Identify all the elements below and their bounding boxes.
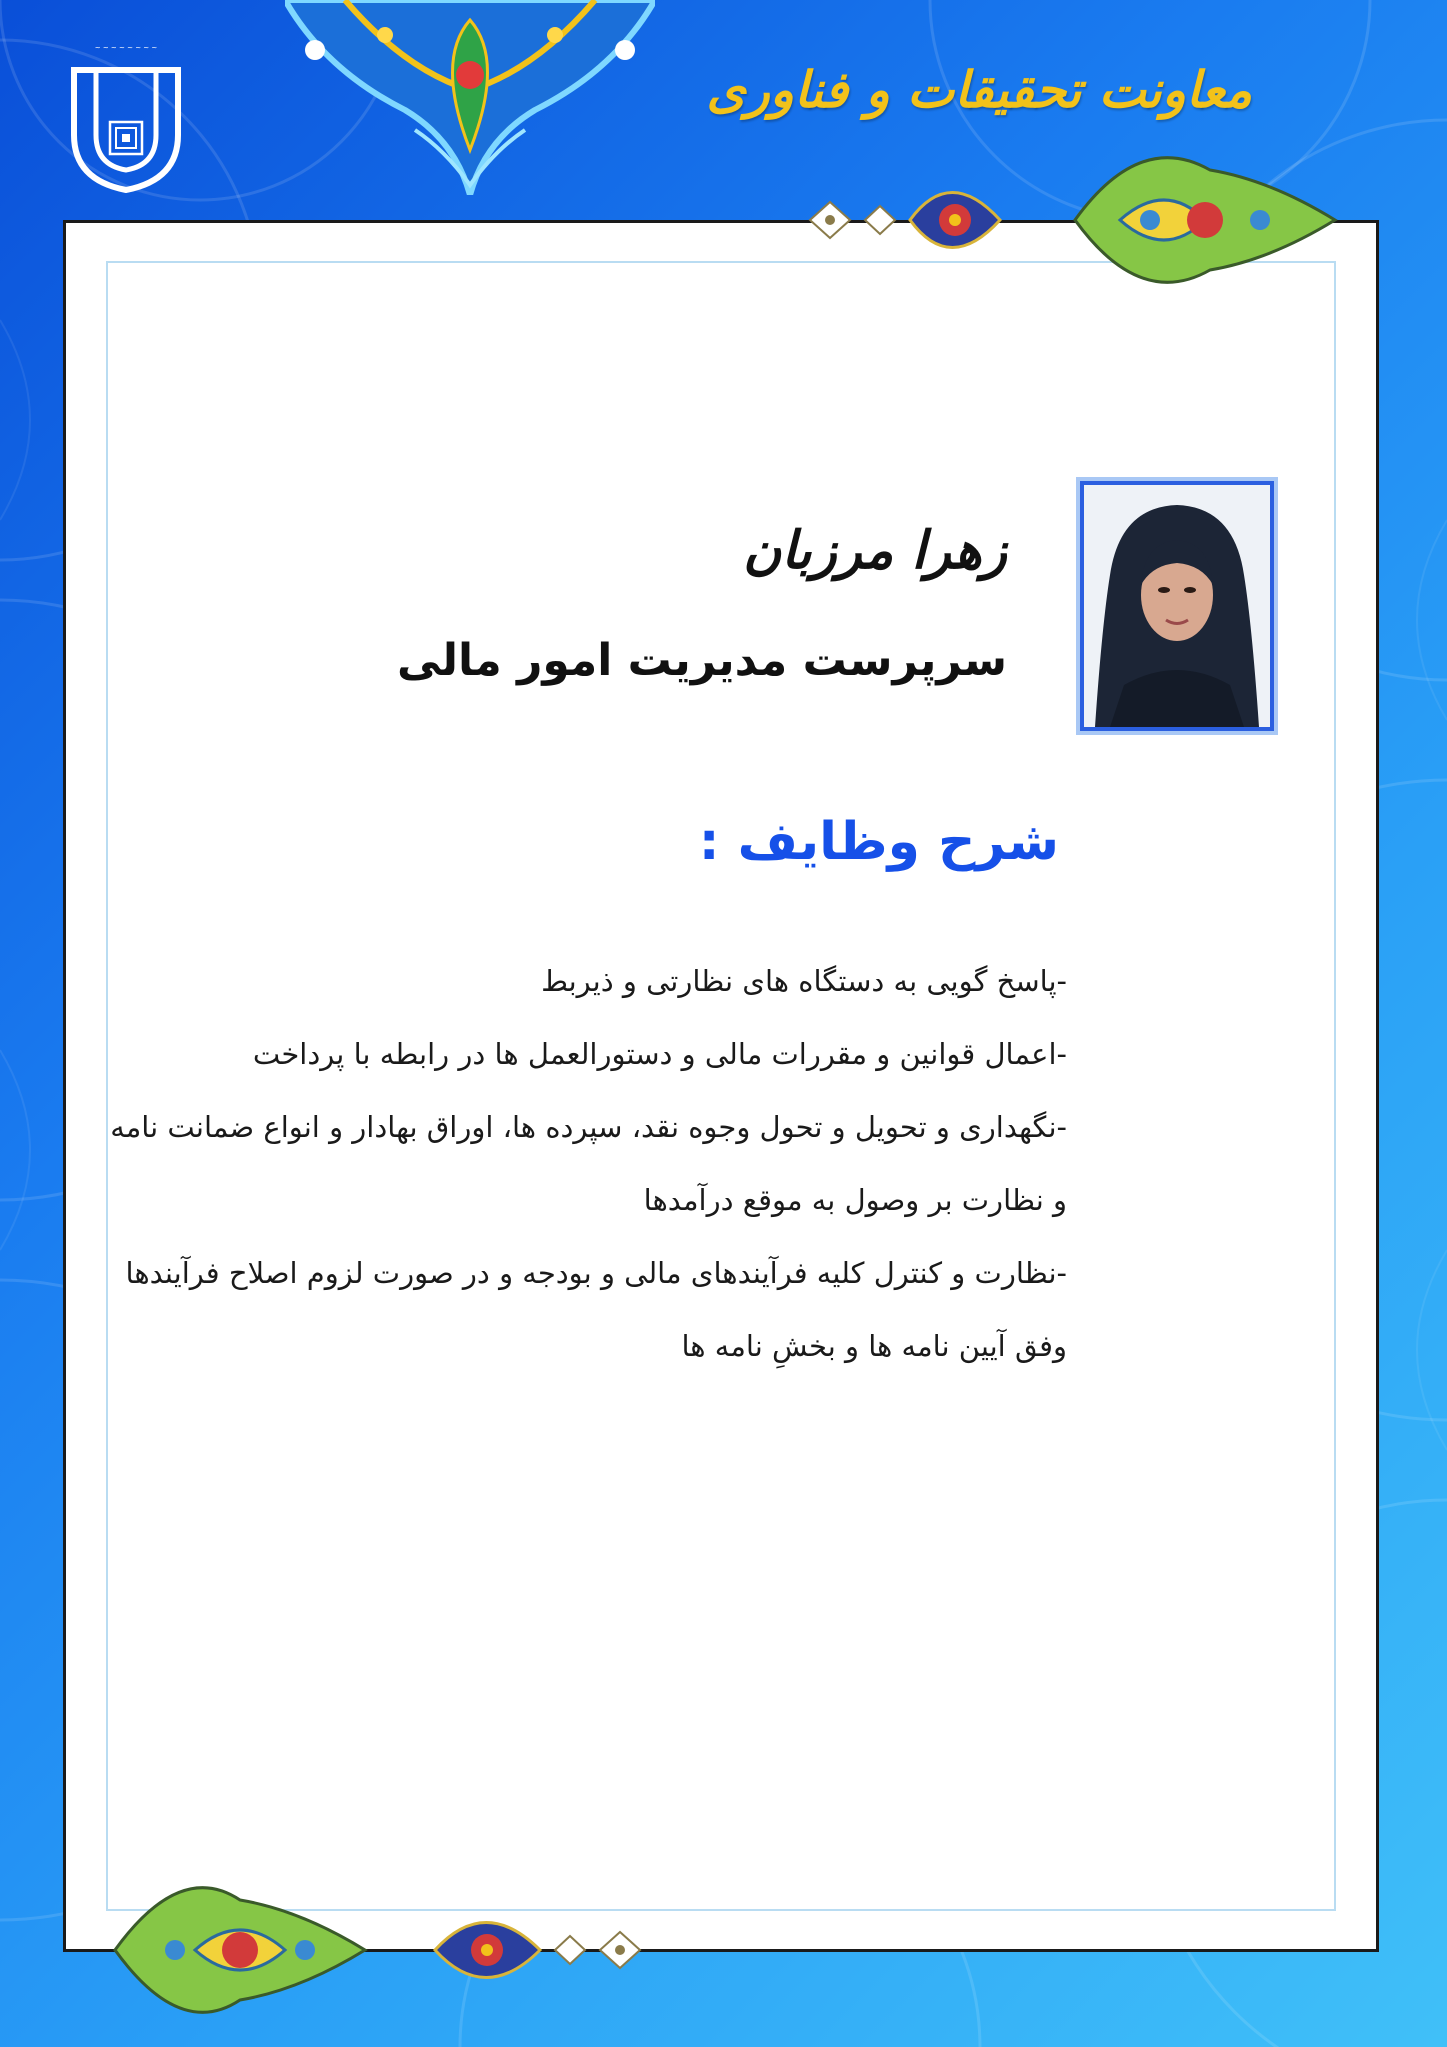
duty-line: -پاسخ گویی به دستگاه های نظارتی و ذیربط bbox=[541, 964, 1067, 998]
department-title: معاونت تحقیقات و فناوری bbox=[706, 60, 1252, 119]
person-name: زهرا مرزبان bbox=[743, 520, 1007, 581]
top-medallion-ornament bbox=[285, 0, 655, 195]
bottom-left-ornament bbox=[100, 1870, 660, 2030]
duty-line: وفق آیین نامه ها و بخشِ نامه ها bbox=[681, 1329, 1067, 1363]
duty-line: -اعمال قوانین و مقررات مالی و دستورالعمل ها در رابطه با پرداخت bbox=[252, 1037, 1067, 1071]
svg-text:~ ~ ~ ~ ~ ~ ~ ~: ~ ~ ~ ~ ~ ~ ~ ~ bbox=[94, 44, 158, 52]
duty-line: -نظارت و کنترل کلیه فرآیندهای مالی و بودجه و در صورت لزوم اصلاح فرآیندها bbox=[125, 1256, 1067, 1290]
duty-line: و نظارت بر وصول به موقع درآمدها bbox=[643, 1183, 1067, 1217]
profile-photo bbox=[1080, 481, 1274, 731]
job-position: سرپرست مدیریت امور مالی bbox=[396, 635, 1007, 686]
duties-list bbox=[107, 945, 1067, 1383]
university-logo bbox=[66, 40, 186, 195]
top-right-ornament bbox=[790, 140, 1350, 300]
duties-heading: شرح وظایف : bbox=[698, 812, 1059, 872]
portrait-image bbox=[1084, 485, 1270, 727]
duty-line: -نگهداری و تحویل و تحول وجوه نقد، سپرده ها، اوراق بهادار و انواع ضمانت نامه bbox=[110, 1110, 1067, 1144]
